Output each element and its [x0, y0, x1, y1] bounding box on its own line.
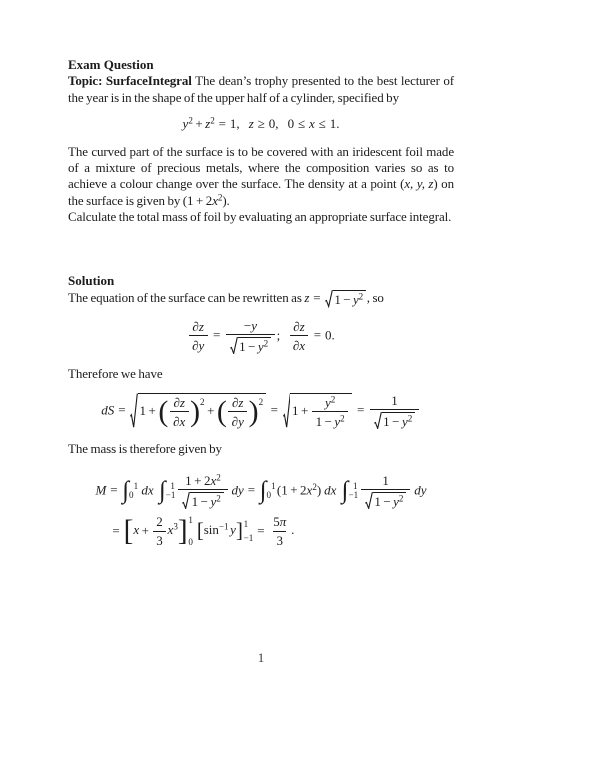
math-superscript: 2 — [398, 493, 404, 504]
fraction-numerator — [182, 473, 224, 490]
math-row — [229, 336, 272, 354]
math-square-root — [325, 290, 366, 308]
upper-limit: 1 — [271, 481, 276, 492]
math-row — [277, 533, 284, 549]
fraction-numerator — [388, 393, 401, 410]
math-text: 1 — [383, 413, 390, 429]
integral-limits — [348, 482, 358, 500]
math-operator: − — [383, 493, 391, 509]
math-text: 1 — [292, 402, 299, 418]
fraction-denominator — [273, 531, 286, 549]
integral-icon: ∫ — [341, 476, 349, 504]
math-text: ) on the surface is given by (1 + 2 — [68, 176, 454, 208]
integral — [341, 476, 359, 504]
math-operator: + — [194, 472, 202, 488]
math-text: 3 — [156, 533, 163, 549]
bracket-delimiter: ] — [177, 514, 188, 547]
math-text: The curved part of the surface is to be covered with an iridescent foil made of a mixture of precious metals, where the composition varies so as to achieve a colour change over the surface. The density at a point ( — [68, 143, 454, 192]
math-fraction — [312, 395, 348, 430]
math-row — [293, 338, 305, 354]
fraction-denominator — [153, 531, 166, 549]
math-row — [187, 318, 334, 355]
math-row — [239, 339, 268, 355]
lower-limit: −1 — [348, 490, 359, 501]
math-row — [173, 395, 184, 411]
math-row — [304, 290, 366, 308]
fraction-numerator — [241, 318, 261, 335]
math-row — [185, 473, 221, 489]
math-row — [182, 491, 225, 509]
math-relation: = — [257, 522, 265, 538]
fraction-denominator — [178, 489, 227, 509]
math-variable: y — [251, 317, 257, 333]
math-row — [192, 338, 204, 354]
math-operator: − — [392, 413, 400, 429]
math-text: 1 — [139, 402, 147, 418]
integral-icon: ∫ — [122, 476, 129, 504]
math-relation: = — [313, 326, 322, 342]
math-variable: ∂z — [173, 394, 185, 410]
math-variable: y — [401, 413, 408, 429]
math-row — [101, 393, 420, 430]
math-operator: + — [141, 522, 149, 538]
math-fraction — [226, 318, 275, 355]
math-text: 1 — [391, 392, 398, 408]
math-text: The equation of the surface can be rewritten as — [68, 289, 305, 305]
equation-mass — [68, 468, 454, 554]
math-superscript: 2 — [358, 291, 364, 302]
math-superscript: 2 — [340, 413, 345, 424]
math-operator: − — [324, 413, 332, 429]
math-row — [383, 414, 412, 430]
lower-limit: 0 — [129, 490, 134, 501]
radical-icon — [325, 290, 333, 308]
math-operator: + — [195, 115, 203, 131]
math-square-root — [374, 412, 415, 430]
upper-limit: 1 — [170, 481, 175, 492]
math-variable: dy — [414, 481, 427, 497]
math-superscript: 2 — [210, 115, 215, 126]
math-text: 0, — [268, 115, 279, 131]
radical-icon — [374, 412, 382, 430]
math-text: 1 — [191, 493, 199, 509]
math-row — [374, 494, 403, 510]
math-variable: dx — [141, 481, 154, 497]
radical-icon — [182, 492, 190, 510]
radical-icon — [365, 492, 373, 510]
math-superscript: 2 — [330, 394, 336, 405]
math-text: Calculate the total mass of foil by evaluating an appropriate surface integral. — [68, 209, 452, 225]
math-variable: ∂y — [231, 413, 244, 429]
upper-limit: 1 — [133, 481, 139, 492]
math-text: 1 — [239, 338, 246, 354]
math-superscript: 2 — [312, 481, 317, 492]
math-row — [391, 393, 398, 409]
math-row — [382, 473, 389, 489]
upper-limit: 1 — [243, 518, 249, 529]
math-relation: = — [218, 115, 226, 131]
lower-limit: 0 — [188, 537, 193, 548]
math-fraction — [290, 319, 309, 354]
math-superscript: 2 — [200, 396, 205, 407]
math-superscript: 2 — [217, 192, 223, 203]
math-relation: = — [247, 481, 256, 497]
integral-limits — [166, 482, 176, 500]
text-flow — [68, 209, 451, 224]
evaluation-limits — [244, 520, 254, 544]
math-operator: − — [248, 338, 256, 354]
upper-limit: 1 — [353, 481, 358, 492]
math-square-root — [283, 393, 353, 430]
math-relation: ≤ — [318, 115, 326, 131]
equation-mass-line1 — [96, 473, 427, 510]
math-variable: dx — [324, 481, 337, 497]
math-fraction — [153, 514, 166, 549]
math-row — [183, 116, 340, 132]
math-fraction — [370, 393, 419, 430]
math-variable: x — [133, 522, 140, 538]
math-row — [334, 292, 363, 308]
fraction-numerator — [290, 319, 308, 336]
close-paren: ) — [190, 394, 201, 428]
math-row — [96, 473, 427, 510]
question-body-paragraph — [68, 144, 454, 209]
math-variable: M — [95, 481, 107, 497]
fraction-denominator — [226, 334, 275, 354]
math-row — [232, 395, 243, 411]
math-row — [156, 514, 163, 530]
math-text: − — [243, 317, 252, 333]
math-text: 2 — [203, 472, 211, 488]
solution-therefore-paragraph — [68, 366, 454, 382]
fraction-denominator — [189, 335, 208, 353]
text-flow — [68, 73, 454, 104]
fraction-denominator — [290, 335, 309, 353]
math-square-root — [230, 337, 271, 355]
math-operator: + — [290, 481, 298, 497]
math-relation: = — [110, 481, 118, 497]
math-operator: + — [300, 402, 309, 418]
question-task-paragraph — [68, 209, 454, 225]
question-intro-paragraph — [68, 73, 454, 106]
math-variable: ∂x — [173, 413, 186, 429]
math-row — [293, 319, 304, 335]
math-relation: ≥ — [257, 115, 265, 131]
lower-limit: 0 — [266, 490, 272, 501]
math-row — [232, 414, 244, 430]
math-variable: y — [230, 522, 236, 538]
math-text: 2 — [156, 514, 163, 530]
integral-limits — [267, 482, 276, 500]
math-variable: ∂z — [293, 318, 305, 334]
math-fraction — [361, 473, 410, 510]
math-operator: − — [343, 291, 351, 307]
fraction-numerator — [170, 395, 188, 412]
math-row — [325, 395, 335, 411]
math-relation: ≤ — [297, 115, 306, 131]
math-square-root — [130, 393, 266, 430]
math-row — [156, 533, 163, 549]
radicand — [238, 337, 272, 355]
math-text: 1 — [382, 472, 389, 488]
solution-rewrite-paragraph — [68, 290, 454, 308]
math-variable: ∂z — [232, 394, 244, 410]
math-square-root — [365, 492, 406, 510]
math-relation: = — [270, 401, 279, 417]
math-variable: x — [167, 522, 174, 538]
radical-icon — [130, 393, 138, 430]
math-fraction — [178, 473, 227, 510]
math-row — [140, 395, 264, 430]
evaluation-limits — [188, 516, 193, 547]
math-text: The dean’s trophy presented to the best lecturer of the year is in the shape of the upper half of a cylinder, specified by — [68, 73, 454, 105]
bracket-delimiter: [ — [196, 519, 204, 543]
fraction-numerator — [153, 514, 166, 531]
math-row — [316, 414, 345, 430]
math-variable: ∂y — [192, 337, 205, 353]
math-text: 1. — [329, 115, 340, 131]
math-text: 1 — [374, 493, 381, 509]
bracket-delimiter: ] — [235, 519, 243, 543]
math-relation: = — [212, 326, 221, 342]
math-text: Therefore we have — [68, 366, 163, 382]
math-fraction — [228, 395, 247, 430]
math-text: 0. — [324, 326, 335, 342]
math-text: sin — [203, 522, 219, 538]
math-text: ) — [316, 481, 322, 497]
math-variable: ∂x — [292, 337, 306, 353]
math-row — [273, 514, 286, 530]
integral — [158, 476, 176, 504]
bold-run: Topic: SurfaceIntegral — [68, 73, 192, 89]
fraction-numerator — [322, 395, 339, 412]
radical-icon — [283, 393, 291, 430]
math-operator: − — [200, 493, 208, 509]
math-text: 0 — [287, 115, 295, 131]
integral-icon: ∫ — [158, 476, 166, 504]
math-superscript: 2 — [216, 472, 221, 483]
math-superscript: 3 — [173, 521, 178, 532]
math-superscript: 2 — [258, 396, 264, 407]
math-row — [373, 411, 416, 429]
radicand — [138, 393, 266, 430]
integral-limits — [129, 482, 138, 500]
math-text: ; — [276, 326, 281, 342]
math-variable: y — [182, 115, 189, 131]
solution-mass-intro-paragraph — [68, 441, 454, 457]
math-relation: = — [357, 401, 365, 417]
math-variable: dy — [231, 481, 244, 497]
math-variable: y — [353, 291, 359, 307]
math-fraction — [270, 514, 290, 549]
fraction-denominator — [170, 411, 189, 429]
radicand — [382, 412, 416, 430]
math-text: 2 — [300, 481, 307, 497]
math-variable: x — [308, 115, 315, 131]
math-row — [364, 491, 407, 509]
radicand — [190, 492, 224, 510]
math-superscript: 2 — [263, 338, 269, 349]
math-row — [192, 319, 203, 335]
bracket-delimiter: [ — [123, 514, 134, 547]
math-text: 1 — [334, 291, 341, 307]
math-variable: x — [212, 192, 218, 208]
math-variable: x — [210, 472, 217, 488]
math-text: . — [291, 522, 295, 538]
math-superscript: −1 — [218, 521, 229, 532]
radicand — [373, 492, 407, 510]
fraction-denominator — [228, 411, 247, 429]
integral — [259, 476, 276, 504]
math-variable: dS — [101, 401, 115, 417]
aligned-equation-block — [96, 468, 427, 554]
math-variable: z — [248, 115, 254, 131]
math-variable: ∂z — [192, 318, 204, 334]
math-text: , so — [366, 289, 384, 305]
upper-limit: 1 — [188, 514, 193, 525]
close-paren: ) — [248, 394, 259, 428]
radicand — [290, 393, 352, 430]
open-paren: ( — [158, 394, 169, 428]
page-number: 1 — [257, 650, 265, 665]
math-row — [244, 318, 257, 334]
equation-cylinder — [68, 116, 454, 132]
math-variable: z — [205, 115, 211, 131]
math-superscript: 2 — [216, 493, 221, 504]
fraction-numerator — [189, 319, 207, 336]
equation-mass-line2 — [96, 514, 427, 549]
math-operator: + — [207, 402, 215, 418]
math-variable: y — [210, 493, 217, 509]
open-paren: ( — [216, 394, 227, 428]
math-variable: x, y, z — [404, 176, 434, 192]
math-text: 5 — [273, 514, 280, 530]
equation-partial-derivatives — [68, 318, 454, 355]
text-flow — [68, 441, 222, 456]
math-row — [292, 395, 349, 430]
math-row — [96, 514, 295, 549]
math-variable: y — [324, 394, 331, 410]
math-variable: z — [304, 289, 310, 305]
text-flow — [68, 366, 163, 381]
lower-limit: −1 — [165, 490, 176, 501]
math-superscript: 2 — [407, 413, 413, 424]
math-text: ). — [222, 192, 230, 208]
math-operator: + — [148, 402, 156, 418]
lower-limit: −1 — [243, 533, 254, 544]
integral — [122, 476, 139, 504]
math-text: 1 — [315, 413, 323, 429]
math-superscript: 2 — [188, 115, 193, 126]
math-text: 1 — [185, 472, 192, 488]
text-flow — [68, 290, 384, 305]
fraction-denominator — [370, 409, 419, 429]
math-variable: π — [279, 514, 287, 530]
integral-icon: ∫ — [259, 476, 267, 504]
fraction-numerator — [229, 395, 247, 412]
text-flow — [68, 144, 454, 208]
radical-icon — [230, 337, 238, 355]
math-relation: = — [112, 522, 120, 538]
math-row — [173, 414, 185, 430]
math-variable: y — [393, 493, 399, 509]
math-relation: = — [313, 289, 321, 305]
paren-content — [168, 395, 190, 430]
page-content — [68, 57, 454, 566]
math-variable: x — [306, 481, 313, 497]
fraction-denominator — [361, 489, 410, 509]
math-fraction — [170, 395, 189, 430]
math-text: 1, — [229, 115, 240, 131]
math-row — [192, 494, 221, 510]
math-square-root — [182, 492, 223, 510]
heading-solution: Solution — [68, 273, 115, 289]
equation-surface-element — [68, 393, 454, 430]
math-variable: y — [257, 338, 264, 354]
radicand — [333, 290, 366, 308]
math-variable: y — [334, 413, 341, 429]
fraction-numerator — [379, 473, 392, 490]
math-text: The mass is therefore given by — [68, 441, 222, 457]
paren-content — [227, 395, 249, 430]
math-text: (1 — [276, 481, 288, 497]
heading-exam-question: Exam Question — [68, 57, 154, 72]
math-fraction — [189, 319, 208, 354]
math-relation: = — [118, 401, 126, 417]
fraction-numerator — [270, 514, 290, 531]
math-text: 3 — [276, 533, 283, 549]
fraction-denominator — [312, 411, 348, 429]
